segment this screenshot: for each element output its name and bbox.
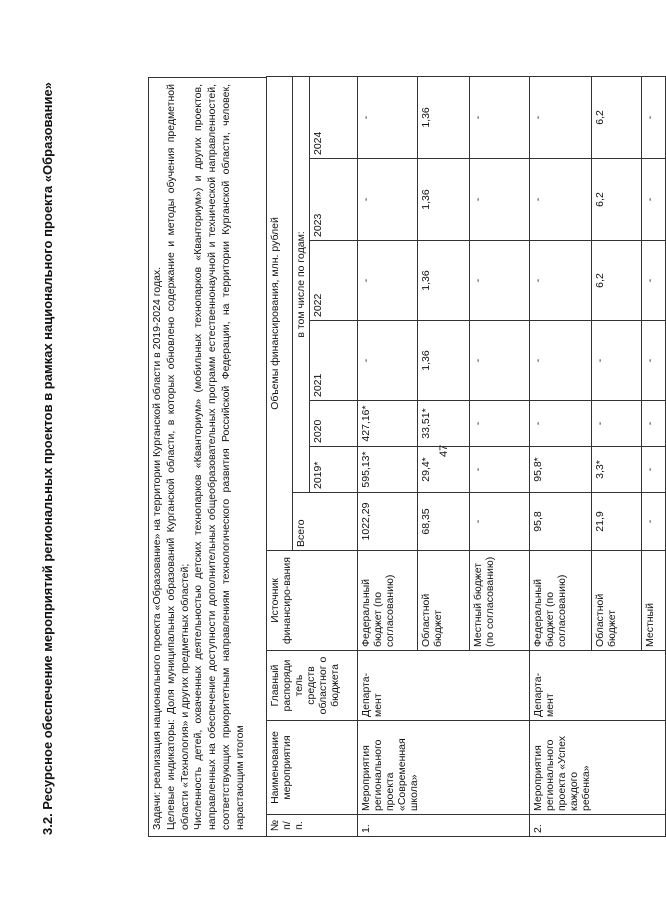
row-year-value: - [358,159,418,241]
row-manager: Департа-мент [530,651,666,721]
row-year-value: - [470,241,530,321]
row-num: 2. [530,815,666,837]
row-year-value: - [470,159,530,241]
row-year-value: - [530,241,592,321]
row-year-value: - [530,76,592,158]
row-num: 1. [358,815,530,837]
row-source: Федеральный бюджет (по согласованию) [530,551,592,651]
row-year-value: 427,16* [358,401,418,447]
row-total: - [642,493,666,551]
row-source: Федеральный бюджет (по согласованию) [358,551,418,651]
col-manager-header: Главный распоряди тель средств областног о бюджета [267,651,358,721]
row-year-value: 95,8* [530,447,592,493]
row-year-value: - [530,321,592,401]
row-year-value: - [470,401,530,447]
row-year-value: - [642,241,666,321]
table-row [530,76,592,836]
row-year-value: - [592,321,642,401]
row-year-value: 33,51* [418,401,470,447]
row-source: Областной бюджет [592,551,642,651]
col-total-header: Всего [293,493,358,551]
row-year-value: 3,3* [592,447,642,493]
col-volume-header: Объемы финансирования, млн. рублей [267,76,293,550]
row-name: Мероприятия регионального проекта «Современная школа» [358,721,530,815]
intro-indicators: Целевые индикаторы: Доля муниципальных образований Курганской области, в которых обновлено содержание и методы обучения предметной области «Технология» и других предметных областей; [164,84,191,830]
row-year-value: - [642,401,666,447]
row-year-value: - [470,321,530,401]
intro-tasks: Задачи: реализация национального проекта «Образование» на территории Курганской области в 2019-2024 годах. [151,266,163,830]
row-year-value: 6,2 [592,159,642,241]
row-source: Местный бюджет (по согласованию) [470,551,530,651]
row-year-value: - [470,76,530,158]
row-year-value: - [530,159,592,241]
col-year-header: 2024 [310,76,358,158]
row-year-value: - [642,159,666,241]
row-source: Местный [642,551,666,651]
intro-block [148,77,266,837]
page-number: 47 [438,444,450,457]
row-source: Областной бюджет [418,551,470,651]
row-year-value: 29,4* [418,447,470,493]
row-year-value: - [470,447,530,493]
row-year-value: 1,36 [418,76,470,158]
col-source-header: Источник финансиро-вания [267,551,358,651]
row-manager: Департа-мент [358,651,530,721]
table-row [358,76,418,836]
col-year-header: 2020 [310,401,358,447]
row-total: 68,35 [418,493,470,551]
row-year-value: 1,36 [418,241,470,321]
row-year-value: - [642,321,666,401]
row-total: 1022,29 [358,493,418,551]
col-year-header: 2021 [310,321,358,401]
row-year-value: - [642,447,666,493]
row-total: - [470,493,530,551]
intro-children: Численность детей, охваченных деятельностью детских технопарков «Кванториум» (мобильных технопарков «Кванториум») и других проектов, направленных на обеспечение доступности дополнительных общеобразовательных программ естественнонаучной и технической направленностей, соответствующих приоритетным направлениям технологического развития Российской Федерации, на территории Курганской области, человек, нарастающим итогом [192,84,246,830]
row-total: 21,9 [592,493,642,551]
section-title: 3.2. Ресурсное обеспечение мероприятий региональных проектов в рамках национального проекта «Образование» [40,82,55,835]
row-year-value: - [530,401,592,447]
row-year-value: - [358,76,418,158]
col-name-header: Наименование мероприятия [267,721,358,815]
row-year-value: 1,36 [418,159,470,241]
row-year-value: 1,36 [418,321,470,401]
row-year-value: 6,2 [592,76,642,158]
col-by-years-header: в том числе по годам: [293,76,310,492]
row-name: Мероприятия регионального проекта «Успех каждого ребенка» [530,721,666,815]
col-year-header: 2022 [310,241,358,321]
row-year-value: - [592,401,642,447]
row-total: 95,8 [530,493,592,551]
col-year-header: 2019* [310,447,358,493]
funding-table [266,76,666,837]
col-year-header: 2023 [310,159,358,241]
row-year-value: - [642,76,666,158]
row-year-value: 595,13* [358,447,418,493]
row-year-value: 6,2 [592,241,642,321]
row-year-value: - [358,321,418,401]
col-num-header: № п/п. [267,815,358,837]
row-year-value: - [358,241,418,321]
